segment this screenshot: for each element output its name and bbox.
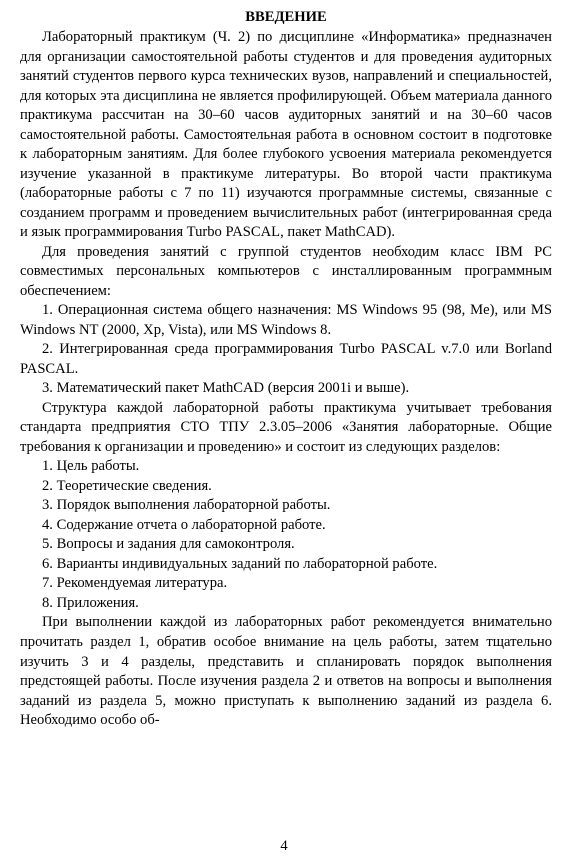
list-item: 1. Цель работы. bbox=[42, 458, 140, 475]
list-item: 5. Вопросы и задания для самоконтроля. bbox=[42, 536, 295, 553]
requirement-os: 1. Операционная система общего назначения: MS Windows 95 (98, Me), или MS Windows NT (2000, Xp, Vista), или MS Windows 8. bbox=[20, 302, 552, 338]
list-item: 4. Содержание отчета о лабораторной работе. bbox=[42, 516, 326, 533]
list-item: 8. Приложения. bbox=[42, 594, 139, 611]
structure-paragraph: Структура каждой лабораторной работы практикума учитывает требования стандарта предприятия СТО ТПУ 2.3.05–2006 «Занятия лабораторные. Общие требования к организации и проведению» и состоит из следующих разделов: bbox=[20, 399, 552, 455]
list-item: 6. Варианты индивидуальных заданий по лабораторной работе. bbox=[42, 555, 438, 572]
requirement-mathcad: 3. Математический пакет MathCAD (версия 2001i и выше). bbox=[42, 380, 410, 397]
list-item: 3. Порядок выполнения лабораторной работы. bbox=[42, 497, 331, 514]
list-item: 2. Теоретические сведения. bbox=[42, 477, 212, 494]
requirements-paragraph: Для проведения занятий с группой студентов необходим класс IBM PC совместимых персональных компьютеров с инсталлированным программным обеспечением: bbox=[20, 243, 552, 299]
page-number: 4 bbox=[280, 838, 288, 854]
intro-paragraph: Лабораторный практикум (Ч. 2) по дисциплине «Информатика» предназначен для организации самостоятельной работы студентов и для проведения аудиторных занятий студентов первого курса технических вузов, направлений и специальностей, для которых эта дисциплина не является профилирующей. Объем материала данного практикума рассчитан на 30–60 часов аудиторных занятий и на 30–60 часов самостоятельной работы. Самостоятельная работа в основном состоит в подготовке к лабораторным занятиям. Для более глубокого усвоения материала рекомендуется изучение указанной в практикуме литературы. Во второй части практикума (лабораторные работы с 7 по 11) изучаются программные системы, связанные с созданием программ и проведением вычислительных работ (интегрированная среда и язык программирования Turbo PASCAL, пакет MathCAD). bbox=[20, 29, 552, 241]
sections-list bbox=[20, 457, 552, 613]
list-item: 7. Рекомендуемая литература. bbox=[42, 575, 228, 592]
requirement-pascal: 2. Интегрированная среда программирования Turbo PASCAL v.7.0 или Borland PASCAL. bbox=[20, 341, 552, 377]
instructions-paragraph: При выполнении каждой из лабораторных работ рекомендуется внимательно прочитать раздел 1, обратив особое внимание на цель работы, затем тщательно изучить 3 и 4 разделы, представить и спланировать порядок выполнения предстоящей работы. После изучения раздела 2 и ответов на вопросы и выполнения заданий из раздела 5, можно приступать к выполнению заданий из раздела 6. Необходимо особо об- bbox=[20, 614, 552, 729]
document-page bbox=[20, 6, 552, 731]
page-title: ВВЕДЕНИЕ bbox=[245, 9, 327, 25]
